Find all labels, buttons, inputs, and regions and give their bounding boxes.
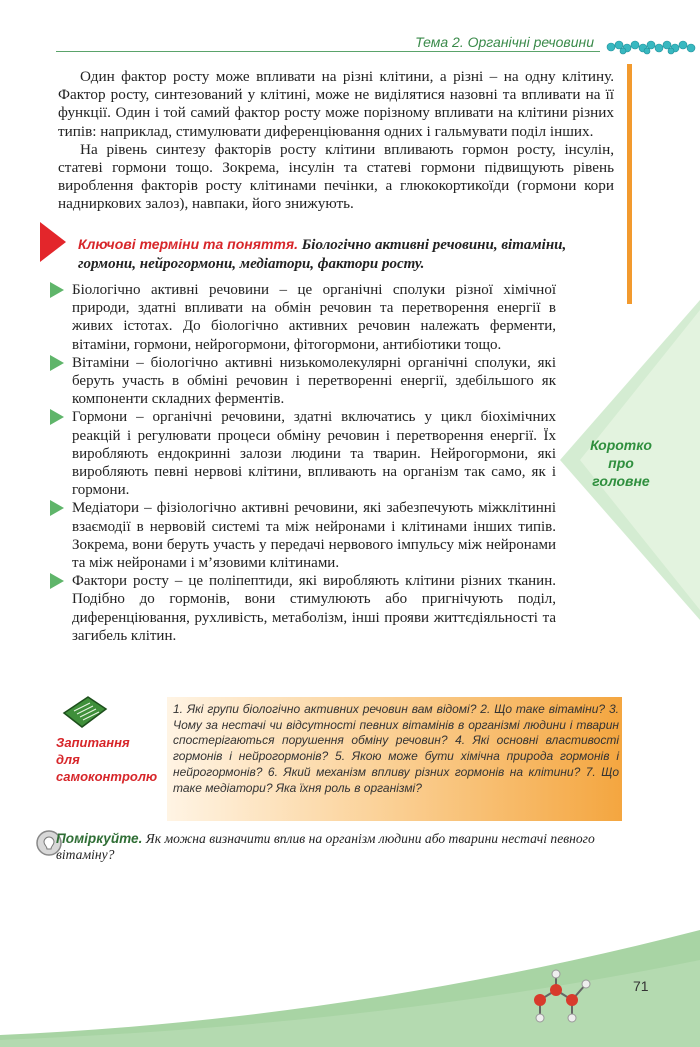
page-number: 71 <box>633 978 649 994</box>
green-bullet-icon <box>50 281 64 299</box>
header-divider <box>56 51 600 52</box>
notebook-icon <box>60 695 110 729</box>
definitions-list <box>72 281 556 645</box>
summary-label-line: Коротко <box>590 437 652 453</box>
green-bullet-icon <box>50 572 64 590</box>
definition-item <box>72 281 556 354</box>
think-text: Як можна визначити вплив на організм людини або тварини нестачі певного вітаміну? <box>56 831 595 862</box>
definition-text: Фактори росту – це поліпептиди, які виробляють клітини різних тканин. Подібно до гормонів, вони стимулюють або пригнічують поділ, диференціювання, рухливість, метаболізм, інші прояви життєдіяльності та загибель клітин. <box>72 573 556 644</box>
intro-paragraph: Один фактор росту може впливати на різні клітини, а різні – на одну клітину. Фактор росту, синтезований у клітині, може не виділятися назовні та впливати на її функції. Один і той самий фактор росту може порізному впливати на клітини різних типів: наприклад, стимулювати диференціювання одних і гальмувати поділ інших. <box>58 68 614 140</box>
definition-item <box>72 499 556 572</box>
questions-label-line: самоконтролю <box>56 769 158 784</box>
decorative-beads-icon <box>605 36 700 58</box>
definition-text: Біологічно активні речовини – це органічні сполуки різної хімічної природи, здатні впливати на обмін речовин та перетворення енергії в живих істотах. До біологічно активних речовин належать ферменти, вітаміни, гормони, нейрогормони, фітогормони, антибіотики тощо. <box>72 282 556 353</box>
green-bullet-icon <box>50 354 64 372</box>
questions-label <box>56 734 156 785</box>
definition-text: Медіатори – фізіологічно активні речовини, які забезпечують міжклітинні взаємодії в нервовій системі та між нейронами і клітинами інших типів. Зокрема, вони беруть участь у передачі нервового імпульсу між нейронами та між нейронами і м’язовими клітинами. <box>72 500 556 572</box>
questions-text: 1. Які групи біологічно активних речовин вам відомі? 2. Що таке вітаміни? 3. Чому за нестачі чи відсутності певних вітамінів в організмі людини і тварин спостерігаються порушення обміну речовин? 4. Які основні властивості гормонів і нейрогормонів? 5. Якою може бути хімічна природа гормонів і нейрогормонів? 6. Який механізм впливу різних гормонів на клітини? 7. Що таке медіатори? Яка їхня роль в організмі? <box>173 702 619 795</box>
red-triangle-icon <box>40 222 66 262</box>
molecule-icon <box>520 960 600 1032</box>
think-block <box>56 831 626 863</box>
summary-label <box>578 436 664 490</box>
definition-item <box>72 354 556 409</box>
intro-paragraph: На рівень синтезу факторів росту клітини впливають гормон росту, інсулін, статеві гормони тощо. Зокрема, інсулін та статеві гормони підвищують рівень вироблення факторів росту клітинами печінки, а глюкокортикоїди (гормони кори надниркових залоз), навпаки, його знижують. <box>58 140 614 213</box>
intro-text <box>58 68 614 214</box>
definition-text: Вітаміни – біологічно активні низькомолекулярні органічні сполуки, які беруть участь в обміні речовин і перетворенні енергії, здебільшого як компоненти складних ферментів. <box>72 354 556 408</box>
key-terms-label: Ключові терміни та поняття. <box>78 236 299 252</box>
definition-item <box>72 572 556 645</box>
green-bullet-icon <box>50 408 64 426</box>
key-terms-body: Біологічно активні речовини, вітаміни, гормони, нейрогормони, медіатори, фактори росту. <box>78 237 567 272</box>
header-title: Тема 2. Органічні речовини <box>415 34 594 50</box>
definition-item <box>72 408 556 499</box>
think-label: Поміркуйте. <box>56 831 143 846</box>
questions-label-line: Запитання для <box>56 735 130 767</box>
summary-label-line: про <box>608 455 634 471</box>
orange-accent-bar <box>627 64 632 304</box>
summary-label-line: головне <box>592 473 650 489</box>
definition-text: Гормони – органічні речовини, здатні включатись у цикл біохімічних реакцій і регулювати процеси обміну речовин і перетворення енергії. Їх виробляють ендокринні залози людини та тварин. Нейрогормони, які виробляють певні нервові клітини, впливають на організм так само, як і гормони. <box>72 409 556 499</box>
green-bullet-icon <box>50 499 64 517</box>
key-terms <box>78 235 618 274</box>
